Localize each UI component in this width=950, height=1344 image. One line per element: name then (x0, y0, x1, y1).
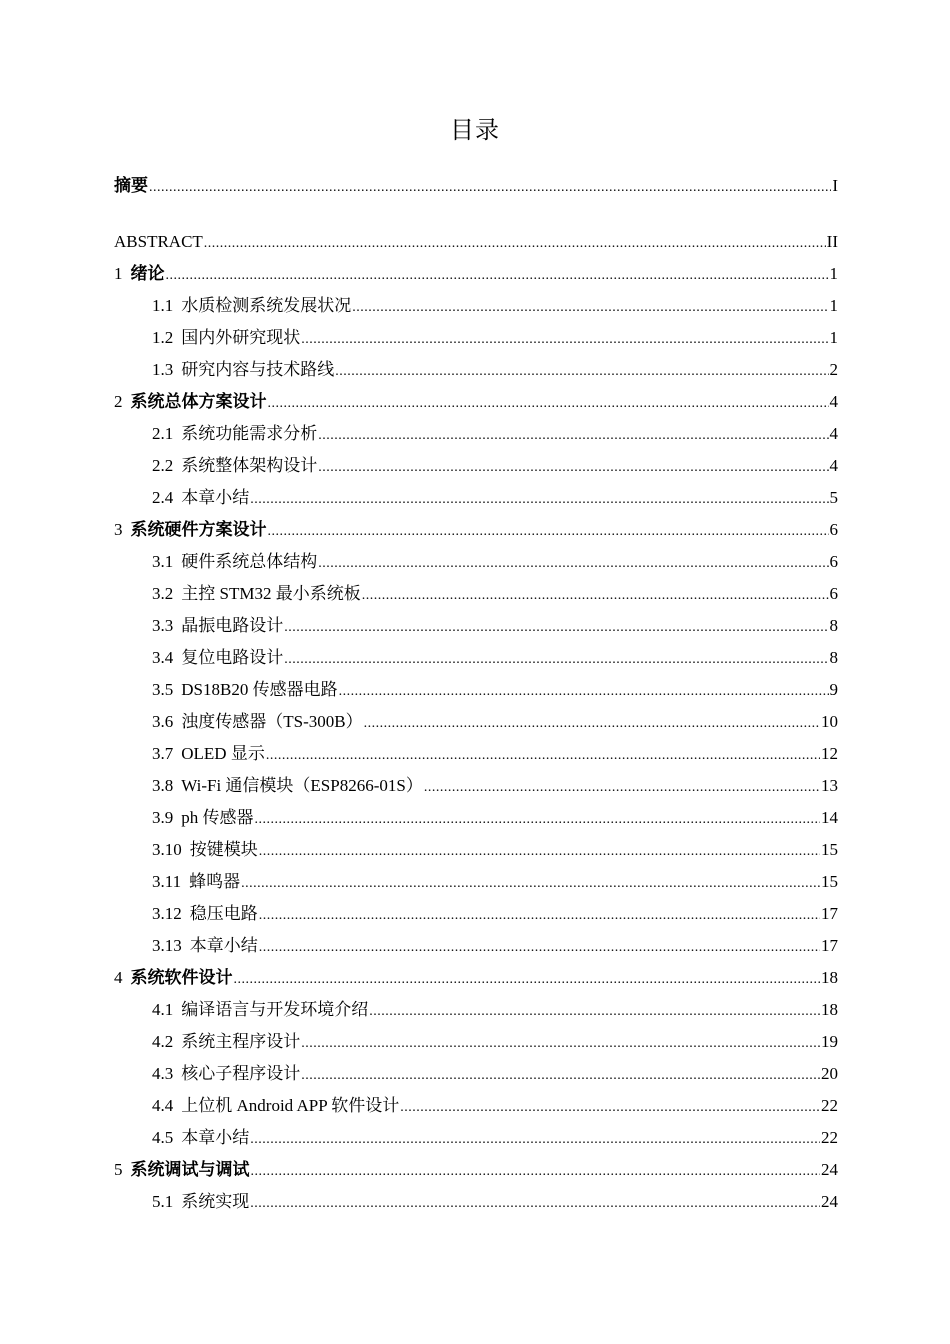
toc-entry-label: 水质检测系统发展状况 (181, 296, 352, 315)
toc-leader-dots (284, 612, 828, 642)
toc-entry-number: 3.2 (152, 584, 174, 603)
toc-leader-dots (250, 1124, 820, 1154)
toc-entry-number: 3.5 (152, 680, 174, 699)
toc-entry-number: 1.2 (152, 328, 174, 347)
toc-entry-page-number: 4 (829, 456, 838, 475)
toc-leader-dots (339, 676, 829, 706)
toc-entry-number: 4.4 (152, 1096, 174, 1115)
toc-entry[interactable] (114, 706, 838, 738)
toc-entry-number: 3.13 (152, 936, 182, 955)
toc-leader-dots (204, 228, 826, 258)
toc-entry-label: 系统硬件方案设计 (130, 520, 267, 539)
toc-entry-label: 系统整体架构设计 (181, 456, 318, 475)
toc-entry-number: 1 (114, 264, 123, 283)
toc-entry-number: 3.3 (152, 616, 174, 635)
toc-entry-page-number: 8 (829, 616, 838, 635)
toc-entry-label: Wi-Fi 通信模块（ESP8266-01S） (181, 776, 423, 795)
toc-entry-page-number: 19 (821, 1032, 838, 1051)
toc-entry-number: 4.5 (152, 1128, 174, 1147)
toc-entry[interactable] (114, 354, 838, 386)
toc-entry-page-number: 5 (829, 488, 838, 507)
toc-entry-page-number: 1 (829, 296, 838, 315)
toc-entry-label: 系统总体方案设计 (130, 392, 267, 411)
toc-entry-page-number: 10 (821, 712, 838, 731)
toc-entry[interactable] (114, 898, 838, 930)
toc-entry-page-number: 15 (821, 872, 838, 891)
toc-entry-label: 硬件系统总体结构 (181, 552, 318, 571)
toc-entry-page-number: 20 (821, 1064, 838, 1083)
toc-entry-page-number: 24 (821, 1192, 838, 1211)
toc-entry-label: 编译语言与开发环境介绍 (181, 1000, 369, 1019)
toc-entry-label: 系统主程序设计 (181, 1032, 301, 1051)
toc-entry-page-number: 4 (829, 392, 838, 411)
toc-entry-page-number: 6 (829, 520, 838, 539)
toc-entry-label: 本章小结 (189, 936, 258, 955)
toc-entry[interactable] (114, 418, 838, 450)
toc-entry-number: 4.3 (152, 1064, 174, 1083)
toc-entry-label: DS18B20 传感器电路 (181, 680, 338, 699)
toc-leader-dots (255, 804, 821, 834)
toc-entry-number: 1.3 (152, 360, 174, 379)
toc-entry[interactable] (114, 770, 838, 802)
toc-leader-dots (301, 1060, 820, 1090)
toc-entry-number: 3.7 (152, 744, 174, 763)
toc-leader-dots (301, 324, 828, 354)
toc-entry-label: 本章小结 (181, 1128, 250, 1147)
toc-entry[interactable] (114, 482, 838, 514)
toc-entry-number: 3.9 (152, 808, 174, 827)
toc-entry-number: 3.1 (152, 552, 174, 571)
toc-entry[interactable] (114, 866, 838, 898)
toc-entry[interactable] (114, 802, 838, 834)
toc-entry-page-number: 1 (829, 264, 838, 283)
toc-entry-label: 核心子程序设计 (181, 1064, 301, 1083)
toc-leader-dots (259, 836, 820, 866)
toc-entry[interactable] (114, 930, 838, 962)
toc-entry-page-number: II (826, 232, 838, 251)
toc-entry-number: 1.1 (152, 296, 174, 315)
toc-entry-number: 5.1 (152, 1192, 174, 1211)
toc-leader-dots (268, 388, 829, 418)
toc-entry[interactable] (114, 1154, 838, 1186)
toc-entry-page-number: 17 (821, 936, 838, 955)
toc-entry-page-number: 4 (829, 424, 838, 443)
toc-entry-page-number: 8 (829, 648, 838, 667)
toc-entry[interactable] (114, 386, 838, 418)
toc-leader-dots (241, 868, 820, 898)
toc-entry-page-number: 22 (821, 1096, 838, 1115)
toc-entry-label: 上位机 Android APP 软件设计 (181, 1096, 400, 1115)
toc-entry-label: 摘要 (114, 176, 148, 195)
toc-entry-number: 3.12 (152, 904, 182, 923)
toc-leader-dots (250, 1188, 820, 1218)
toc-entry-page-number: 18 (821, 968, 838, 987)
toc-entry-page-number: 13 (821, 776, 838, 795)
toc-entry[interactable] (114, 450, 838, 482)
toc-leader-dots (301, 1028, 820, 1058)
toc-leader-dots (251, 1156, 821, 1186)
toc-entry-label: 复位电路设计 (181, 648, 284, 667)
toc-entry-page-number: 17 (821, 904, 838, 923)
toc-entry-page-number: 22 (821, 1128, 838, 1147)
toc-leader-dots (259, 900, 820, 930)
toc-leader-dots (335, 356, 828, 386)
toc-entry-label: 系统功能需求分析 (181, 424, 318, 443)
toc-entry-number: 3.6 (152, 712, 174, 731)
toc-title: 目录 (450, 116, 500, 144)
toc-entry[interactable] (114, 578, 838, 610)
toc-entry-label: 主控 STM32 最小系统板 (181, 584, 361, 603)
toc-entry-page-number: 14 (821, 808, 838, 827)
toc-entry-page-number: 1 (829, 328, 838, 347)
toc-entry-label: ph 传感器 (181, 808, 254, 827)
toc-entry-label: 蜂鸣器 (189, 872, 241, 891)
toc-leader-dots (250, 484, 828, 514)
toc-entry-number: 2 (114, 392, 123, 411)
toc-entry[interactable] (114, 258, 838, 290)
toc-leader-dots (318, 548, 828, 578)
toc-entry[interactable] (114, 226, 838, 258)
toc-leader-dots (259, 932, 820, 962)
toc-entry-label: ABSTRACT (114, 232, 203, 251)
toc-leader-dots (234, 964, 821, 994)
toc-entry-label: OLED 显示 (181, 744, 265, 763)
toc-entry-page-number: 9 (829, 680, 838, 699)
toc-entry-number: 4.2 (152, 1032, 174, 1051)
toc-leader-dots (369, 996, 820, 1026)
toc-entry[interactable] (114, 994, 838, 1026)
toc-entry[interactable] (114, 738, 838, 770)
toc-entry-label: 系统实现 (181, 1192, 250, 1211)
toc-entry[interactable] (114, 1122, 838, 1154)
toc-entry-label: 本章小结 (181, 488, 250, 507)
toc-entry-page-number: 12 (821, 744, 838, 763)
toc-entry-page-number: 6 (829, 584, 838, 603)
toc-entry-label: 按键模块 (189, 840, 258, 859)
toc-entry-number: 4.1 (152, 1000, 174, 1019)
toc-leader-dots (149, 172, 831, 202)
toc-entry-page-number: 2 (829, 360, 838, 379)
toc-entry[interactable] (114, 642, 838, 674)
toc-entry-page-number: I (832, 176, 838, 195)
toc-entry-page-number: 15 (821, 840, 838, 859)
toc-entry-label: 晶振电路设计 (181, 616, 284, 635)
toc-entry-label: 国内外研究现状 (181, 328, 301, 347)
toc-entry-number: 5 (114, 1160, 123, 1179)
toc-list (114, 170, 838, 1218)
toc-entry[interactable] (114, 834, 838, 866)
toc-entry-label: 稳压电路 (189, 904, 258, 923)
toc-leader-dots (400, 1092, 820, 1122)
toc-entry[interactable] (114, 170, 838, 202)
toc-entry-label: 绪论 (130, 264, 165, 283)
toc-entry-page-number: 18 (821, 1000, 838, 1019)
toc-leader-dots (318, 420, 828, 450)
toc-entry[interactable] (114, 1090, 838, 1122)
toc-entry-label: 系统调试与调试 (130, 1160, 250, 1179)
toc-entry[interactable] (114, 322, 838, 354)
toc-entry-number: 2.4 (152, 488, 174, 507)
toc-entry-label: 系统软件设计 (130, 968, 233, 987)
toc-entry-number: 2.1 (152, 424, 174, 443)
toc-leader-dots (362, 580, 829, 610)
toc-entry[interactable] (114, 290, 838, 322)
toc-entry-number: 3 (114, 520, 123, 539)
toc-leader-dots (352, 292, 828, 322)
toc-leader-dots (266, 740, 820, 770)
toc-entry[interactable] (114, 1186, 838, 1218)
toc-leader-dots (364, 708, 820, 738)
toc-entry-number: 2.2 (152, 456, 174, 475)
toc-entry-page-number: 24 (821, 1160, 838, 1179)
toc-entry[interactable] (114, 962, 838, 994)
toc-entry-label: 研究内容与技术路线 (181, 360, 335, 379)
toc-entry-label: 浊度传感器（TS-300B） (181, 712, 363, 731)
toc-entry-number: 3.11 (152, 872, 182, 891)
toc-leader-dots (424, 772, 820, 802)
toc-entry-number: 3.8 (152, 776, 174, 795)
toc-leader-dots (268, 516, 829, 546)
toc-leader-dots (284, 644, 828, 674)
toc-entry-page-number: 6 (829, 552, 838, 571)
toc-entry[interactable] (114, 674, 838, 706)
toc-entry[interactable] (114, 610, 838, 642)
toc-leader-dots (166, 260, 829, 290)
toc-leader-dots (318, 452, 828, 482)
toc-entry[interactable] (114, 546, 838, 578)
toc-entry[interactable] (114, 514, 838, 546)
toc-entry[interactable] (114, 1026, 838, 1058)
toc-entry-number: 3.4 (152, 648, 174, 667)
toc-entry-number: 4 (114, 968, 123, 987)
toc-entry[interactable] (114, 1058, 838, 1090)
toc-entry-number: 3.10 (152, 840, 182, 859)
